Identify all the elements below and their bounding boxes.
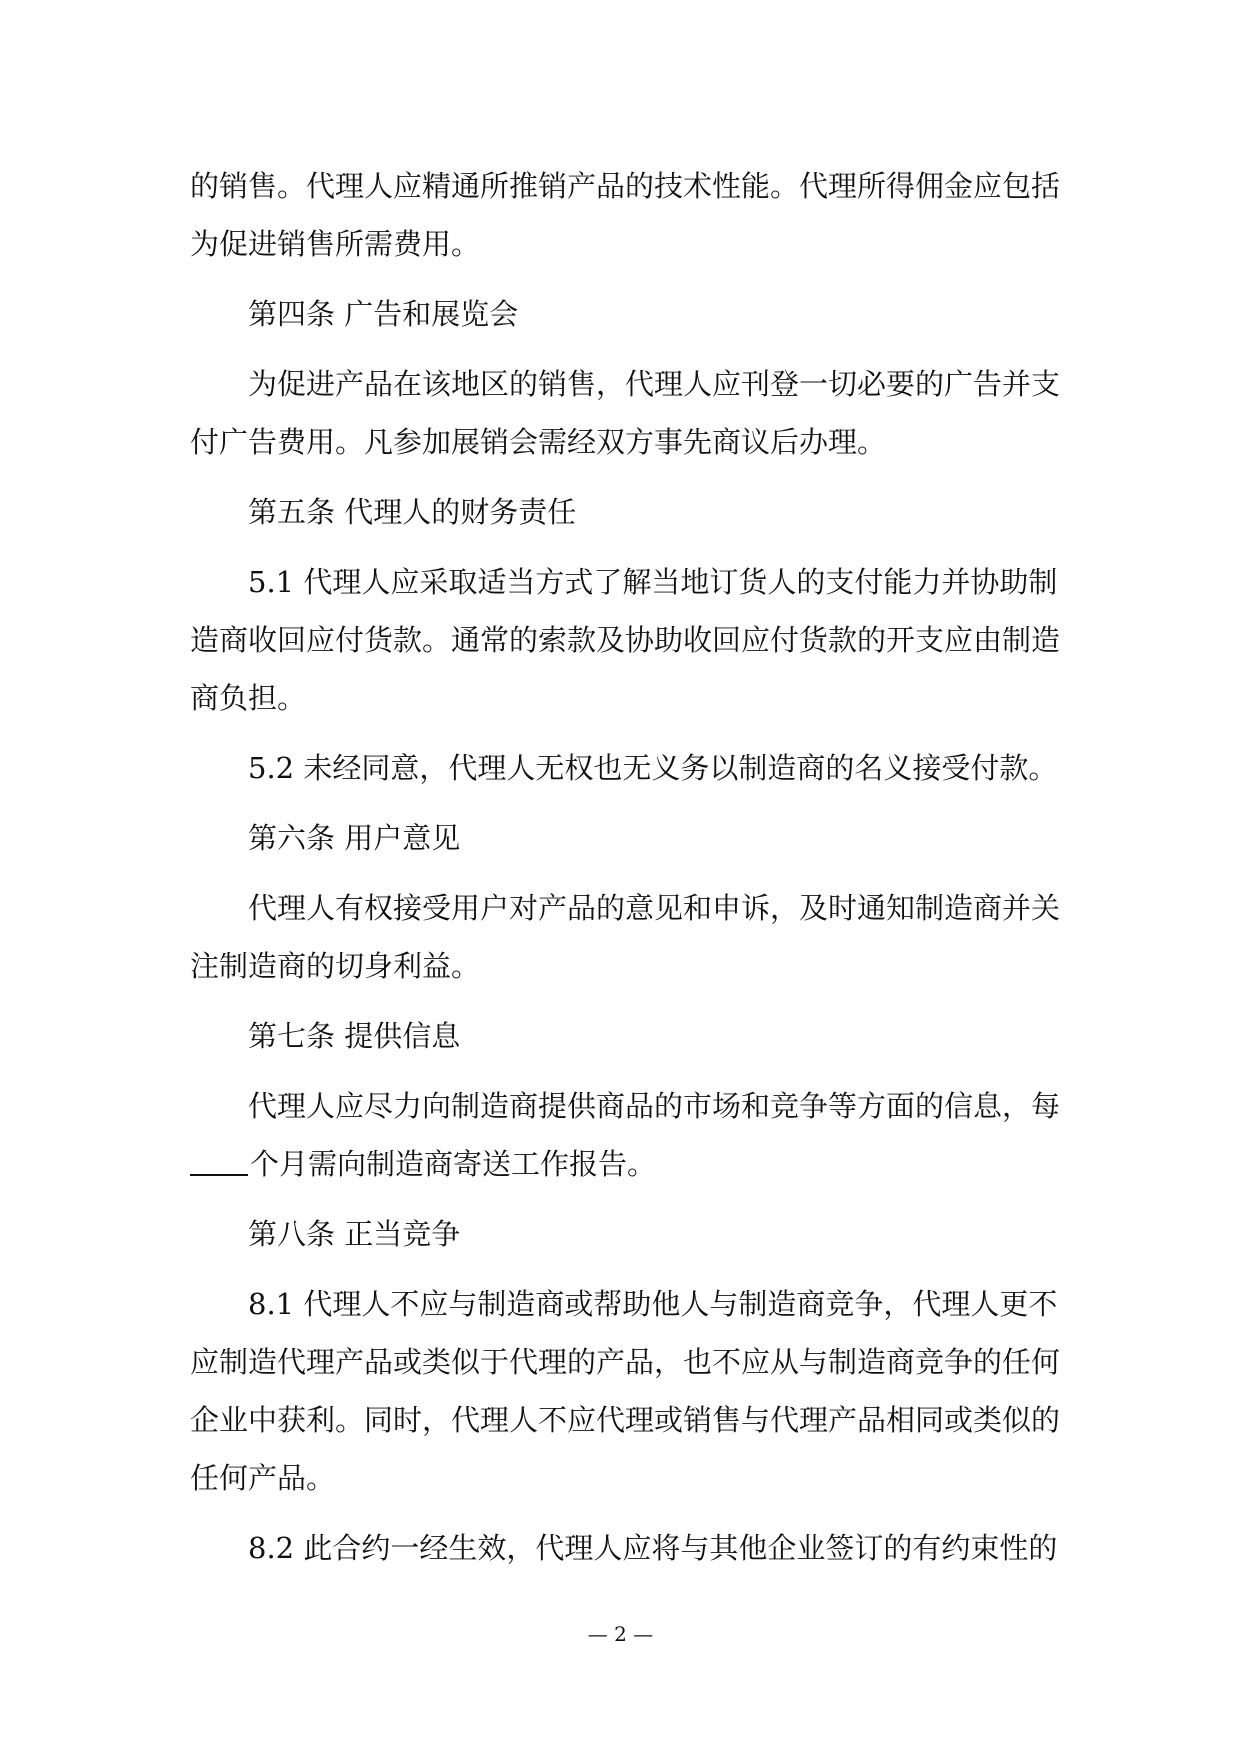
text-line: 8.1 代理人不应与制造商或帮助他人与制造商竞争，代理人更不: [248, 1287, 1058, 1321]
text-line: 代理人应尽力向制造商提供商品的市场和竞争等方面的信息，每: [248, 1089, 1061, 1123]
text-line: 注制造商的切身利益。: [190, 949, 481, 983]
section-heading: 第五条 代理人的财务责任: [248, 495, 577, 529]
text-line: 应制造代理产品或类似于代理的产品，也不应从与制造商竞争的任何: [190, 1345, 1061, 1379]
page-number: — 2 —: [587, 1622, 654, 1646]
text-line: 任何产品。: [190, 1461, 336, 1495]
fill-in-blank: [190, 1146, 248, 1176]
text-line: 商负担。: [190, 681, 307, 715]
text-line: 为促进销售所需费用。: [190, 227, 481, 261]
text-line: 8.2 此合约一经生效，代理人应将与其他企业签订的有约束性的: [248, 1531, 1058, 1565]
text-line: 代理人有权接受用户对产品的意见和申诉，及时通知制造商并关: [248, 891, 1061, 925]
text-line: 5.2 未经同意，代理人无权也无义务以制造商的名义接受付款。: [248, 751, 1058, 785]
text-line-with-blank: [190, 1144, 656, 1184]
text-line: 企业中获利。同时，代理人不应代理或销售与代理产品相同或类似的: [190, 1403, 1061, 1437]
section-heading: 第六条 用户意见: [248, 821, 461, 855]
text-line: 为促进产品在该地区的销售，代理人应刊登一切必要的广告并支: [248, 367, 1061, 401]
text-line: 个月需向制造商寄送工作报告。: [250, 1147, 657, 1181]
section-heading: 第四条 广告和展览会: [248, 297, 519, 331]
text-line: 造商收回应付货款。通常的索款及协助收回应付货款的开支应由制造: [190, 623, 1061, 657]
text-line: 5.1 代理人应采取适当方式了解当地订货人的支付能力并协助制: [248, 565, 1058, 599]
section-heading: 第七条 提供信息: [248, 1019, 461, 1053]
text-line: 的销售。代理人应精通所推销产品的技术性能。代理所得佣金应包括: [190, 169, 1061, 203]
section-heading: 第八条 正当竞争: [248, 1217, 461, 1251]
text-line: 付广告费用。凡参加展销会需经双方事先商议后办理。: [190, 425, 887, 459]
